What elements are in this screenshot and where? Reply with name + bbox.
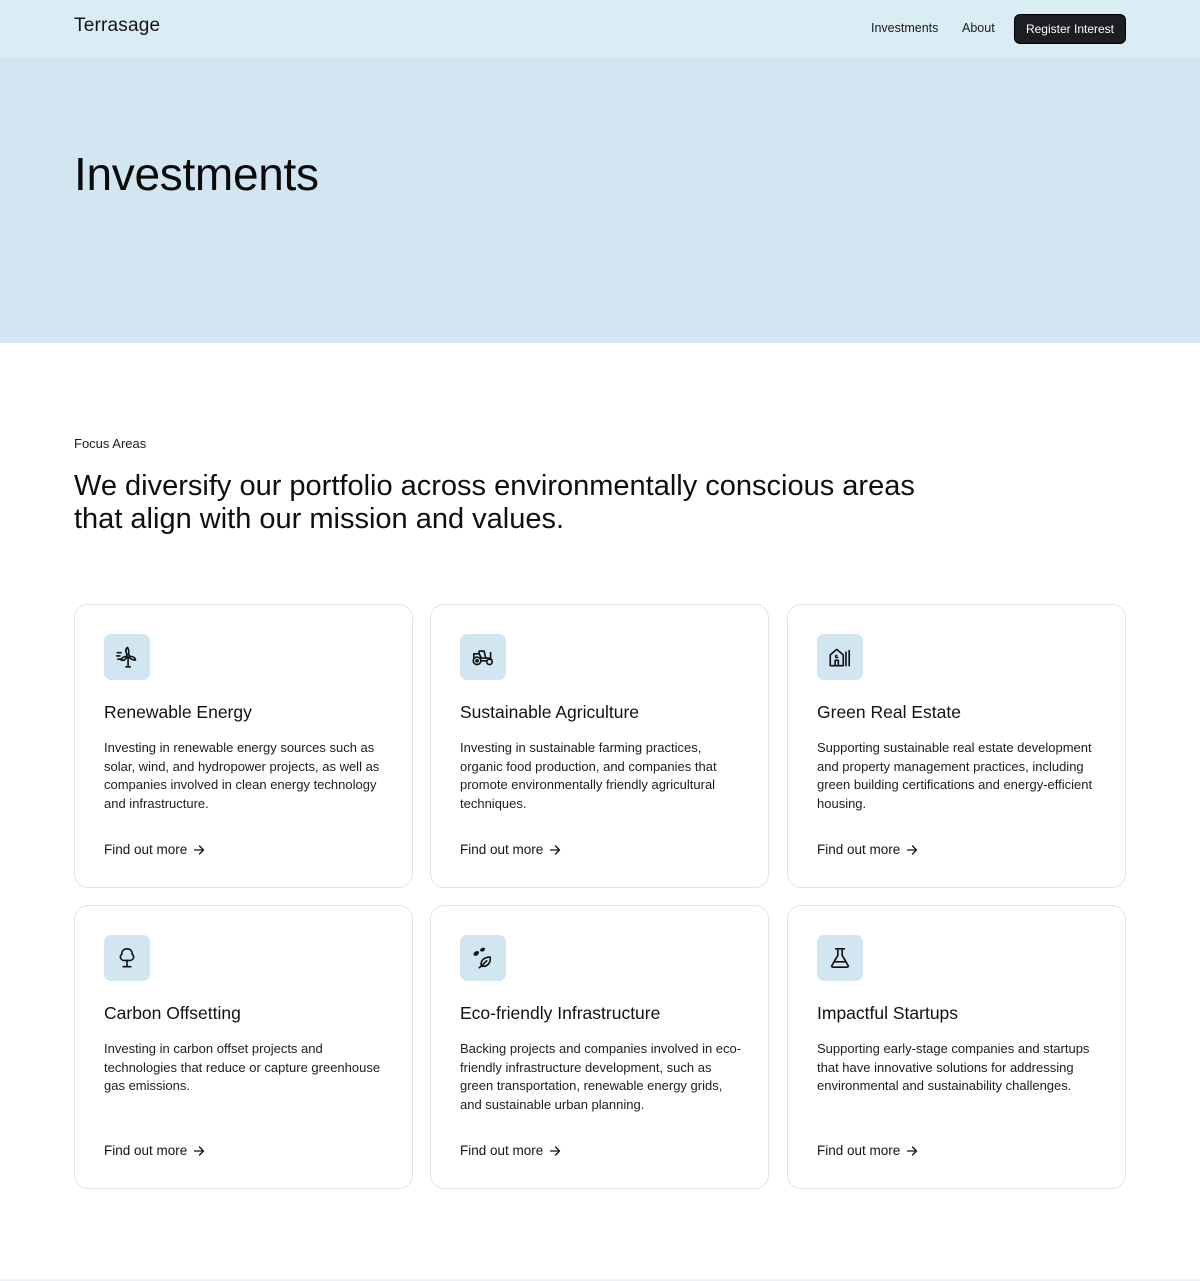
card-title: Impactful Startups xyxy=(817,1003,959,1023)
top-navigation-bar xyxy=(0,0,1200,57)
link-label: Find out more xyxy=(104,1143,188,1158)
tractor-icon xyxy=(460,634,506,680)
brand-logo[interactable]: Terrasage xyxy=(74,15,161,36)
arrow-right-icon xyxy=(906,844,918,856)
find-out-more-link[interactable] xyxy=(460,1143,561,1158)
card-title: Renewable Energy xyxy=(104,702,252,722)
arrow-right-icon xyxy=(549,1145,561,1157)
focus-card-renewable-energy xyxy=(74,604,413,888)
link-label: Find out more xyxy=(817,1143,901,1158)
flask-icon xyxy=(817,935,863,981)
card-description: Backing projects and companies involved in eco-friendly infrastructure development, such as green transportation, renewable energy grids, and sustainable urban planning. xyxy=(460,1041,742,1112)
card-title: Carbon Offsetting xyxy=(104,1003,241,1023)
find-out-more-link[interactable] xyxy=(817,842,918,857)
card-description: Investing in sustainable farming practices, organic food production, and companies that promote environmentally friendly agricultural techniques. xyxy=(460,740,717,811)
green-building-icon xyxy=(817,634,863,680)
card-description: Investing in carbon offset projects and technologies that reduce or capture greenhouse gas emissions. xyxy=(104,1041,381,1094)
link-label: Find out more xyxy=(460,842,544,857)
find-out-more-link[interactable] xyxy=(817,1143,918,1158)
tree-icon xyxy=(104,935,150,981)
card-description: Supporting sustainable real estate development and property management practices, including green building certifications and energy-efficient housing. xyxy=(817,740,1093,811)
link-label: Find out more xyxy=(104,842,188,857)
focus-card-sustainable-agriculture xyxy=(430,604,769,888)
card-title: Green Real Estate xyxy=(817,702,961,722)
arrow-right-icon xyxy=(193,844,205,856)
leaves-icon xyxy=(460,935,506,981)
find-out-more-link[interactable] xyxy=(104,1143,205,1158)
link-label: Find out more xyxy=(817,842,901,857)
focus-card-eco-friendly-infrastructure xyxy=(430,905,769,1189)
card-description: Investing in renewable energy sources such as solar, wind, and hydropower projects, as well as companies involved in clean energy technology and infrastructure. xyxy=(104,740,380,811)
focus-card-impactful-startups xyxy=(787,905,1126,1189)
section-eyebrow: Focus Areas xyxy=(74,436,147,451)
card-title: Sustainable Agriculture xyxy=(460,702,639,722)
find-out-more-link[interactable] xyxy=(104,842,205,857)
arrow-right-icon xyxy=(549,844,561,856)
nav-link-about[interactable]: About xyxy=(962,21,995,35)
card-description: Supporting early-stage companies and startups that have innovative solutions for addressing environmental and sustainability challenges. xyxy=(817,1041,1090,1094)
arrow-right-icon xyxy=(906,1145,918,1157)
find-out-more-link[interactable] xyxy=(460,842,561,857)
focus-card-green-real-estate xyxy=(787,604,1126,888)
wind-turbine-icon xyxy=(104,634,150,680)
card-title: Eco-friendly Infrastructure xyxy=(460,1003,661,1023)
page-title: Investments xyxy=(74,148,319,200)
section-headline: We diversify our portfolio across environmentally conscious areas that align with our mission and values. xyxy=(74,470,915,535)
focus-card-carbon-offsetting xyxy=(74,905,413,1189)
link-label: Find out more xyxy=(460,1143,544,1158)
hero-banner xyxy=(0,57,1200,343)
register-interest-button[interactable]: Register Interest xyxy=(1014,14,1126,44)
arrow-right-icon xyxy=(193,1145,205,1157)
nav-link-investments[interactable]: Investments xyxy=(871,21,939,35)
